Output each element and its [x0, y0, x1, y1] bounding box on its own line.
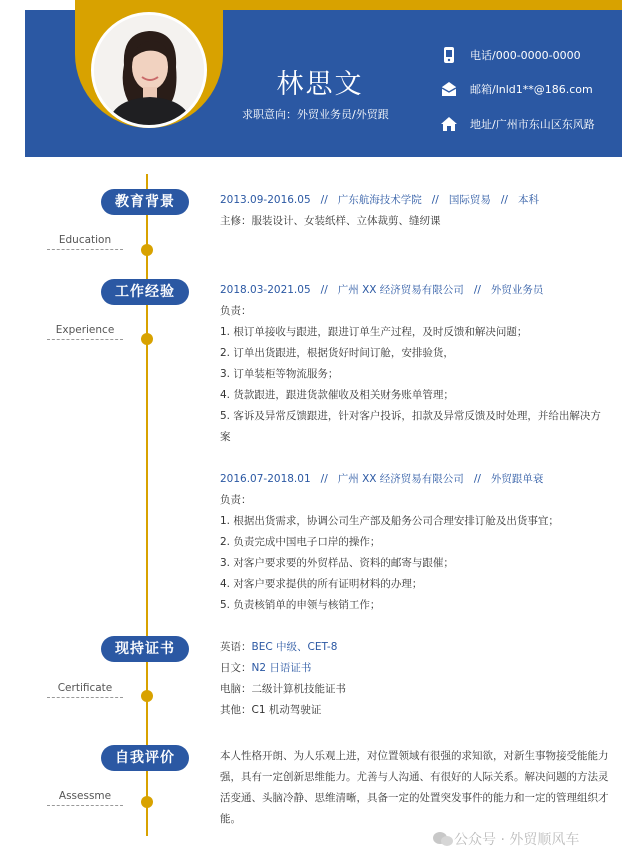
cert-label: 日文： [220, 662, 252, 674]
education-major: 国际贸易 [448, 194, 491, 206]
list-item: 3. 订单装柜等物流服务； [220, 368, 339, 380]
watermark [432, 829, 579, 849]
job-intent: 求职意向：外贸业务员/外贸跟 [242, 108, 389, 121]
cert-label: 英语： [220, 641, 252, 653]
education-content [220, 190, 610, 232]
cert-value: N2 日语证书 [251, 662, 312, 674]
contact-email-text: 邮箱/lnld1**@186.com [470, 83, 593, 96]
contact-address [440, 115, 595, 133]
list-item: 3. 对客户要求要的外贸样品、资料的邮寄与跟催； [220, 557, 454, 569]
job-company: 广州 XX 经济贸易有限公司 [337, 473, 464, 485]
section-subtitle-certificates: Certificate [47, 682, 123, 698]
section-subtitle-experience: Experience [47, 324, 123, 340]
list-item: 5. 客诉及异常反馈跟进，针对客户投诉，扣款及异常反馈及时处理，并给出解决方案 [220, 410, 601, 443]
education-courses: 主修：服装设计、女装纸样、立体裁剪、缝纫课 [220, 215, 441, 227]
separator: // [320, 473, 328, 485]
separator: // [431, 194, 439, 206]
section-subtitle-self: Assessme [47, 790, 123, 806]
job-date: 2018.03-2021.05 [220, 284, 311, 296]
cert-value: C1 机动驾驶证 [251, 704, 322, 716]
job-company: 广州 XX 经济贸易有限公司 [337, 284, 464, 296]
home-icon [440, 115, 458, 133]
avatar [91, 12, 207, 128]
job-duty-label: 负责： [220, 305, 252, 317]
job-duty-label: 负责： [220, 494, 252, 506]
self-assessment-text: 本人性格开朗、为人乐观上进，对位置领域有很强的求知欲，对新生事物接受能能力强，具有一定创新思维能力。尤善与人沟通、有很好的人际关系。解决问题的方法灵活变通、头脑冷静、思维清晰，具备一定的处置突发事件的能力和一定的管理组织才能。 [220, 750, 609, 825]
cert-value: 二级计算机技能证书 [251, 683, 346, 695]
job-date: 2016.07-2018.01 [220, 473, 311, 485]
job-role: 外贸跟单衰 [490, 473, 544, 485]
section-title-education: 教育背景 [101, 189, 189, 215]
wechat-icon [432, 831, 454, 847]
cert-value: BEC 中级、CET-8 [251, 641, 338, 653]
cert-label: 其他： [220, 704, 252, 716]
separator: // [473, 284, 481, 296]
envelope-icon [440, 80, 458, 98]
candidate-name: 林思文 [276, 69, 364, 100]
watermark-text: 公众号 · 外贸顺风车 [454, 832, 580, 848]
section-title-self: 自我评价 [101, 745, 189, 771]
certificates-content [220, 637, 610, 721]
education-degree: 本科 [517, 194, 539, 206]
list-item: 4. 对客户要求提供的所有证明材料的办理； [220, 578, 423, 590]
phone-icon [440, 46, 458, 64]
section-title-certificates: 现持证书 [101, 636, 189, 662]
job-header [220, 280, 610, 301]
contact-phone [440, 46, 581, 64]
list-item: 5. 负责核销单的申领与核销工作； [220, 599, 381, 611]
separator: // [320, 194, 328, 206]
timeline-dot [141, 690, 153, 702]
list-item [220, 658, 610, 679]
list-item: 1. 根据出货需求，协调公司生产部及船务公司合理安排订舱及出货事宜； [220, 515, 559, 527]
list-item [220, 679, 610, 700]
cert-label: 电脑： [220, 683, 252, 695]
contact-address-text: 地址/广州市东山区东风路 [470, 118, 595, 131]
list-item: 1. 根订单接收与跟进，跟进订单生产过程，及时反馈和解决问题； [220, 326, 528, 338]
list-item: 2. 负责完成中国电子口岸的操作； [220, 536, 381, 548]
timeline-dot [141, 244, 153, 256]
contact-email [440, 80, 593, 98]
section-title-experience: 工作经验 [101, 279, 189, 305]
contact-phone-text: 电话/000-0000-0000 [470, 49, 581, 62]
list-item: 2. 订单出货跟进，根据货好时间订舱，安排验货， [220, 347, 454, 359]
timeline-dot [141, 333, 153, 345]
list-item: 4. 货款跟进，跟进货款催收及相关财务账单管理； [220, 389, 454, 401]
education-date: 2013.09-2016.05 [220, 194, 311, 206]
job-role: 外贸业务员 [490, 284, 544, 296]
education-school: 广东航海技术学院 [337, 194, 422, 206]
separator: // [320, 284, 328, 296]
timeline-dot [141, 796, 153, 808]
list-item [220, 700, 610, 721]
list-item [220, 637, 610, 658]
section-subtitle-education: Education [47, 234, 123, 250]
education-entry [220, 190, 610, 211]
experience-content [220, 280, 610, 616]
separator: // [500, 194, 508, 206]
timeline-line [146, 174, 148, 836]
job-header [220, 469, 610, 490]
separator: // [473, 473, 481, 485]
